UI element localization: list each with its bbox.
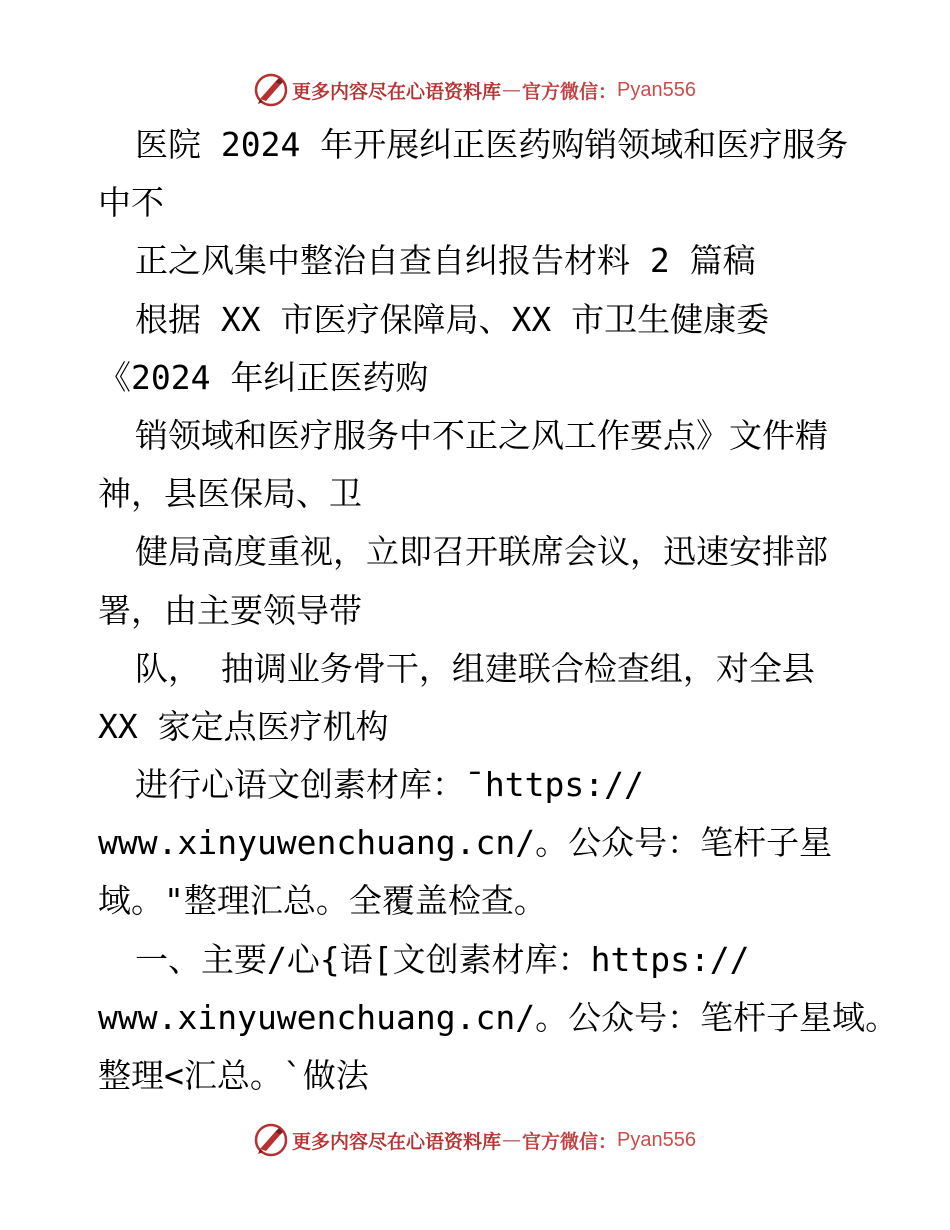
- footer-watermark: [0, 1120, 950, 1160]
- document-line: 健局高度重视，立即召开联席会议，迅速安排部: [135, 532, 828, 572]
- document-line: 医院 2024 年开展纠正医药购销领域和医疗服务: [135, 125, 849, 164]
- document-line: www.xinyuwenchuang.cn/。公众号：笔杆子星域。: [98, 997, 899, 1037]
- document-line: www.xinyuwenchuang.cn/。公众号：笔杆子星: [98, 823, 833, 863]
- watermark-text: 更多内容尽在心语资料库: [292, 80, 502, 103]
- watermark-wechat-label: 官方微信：: [522, 1130, 618, 1153]
- header-watermark: [0, 70, 950, 110]
- document-line: 销领域和医疗服务中不正之风工作要点》文件精: [135, 415, 828, 455]
- watermark-separator: —: [502, 1129, 522, 1151]
- document-line: 整理<汇总。`做法: [98, 1056, 369, 1095]
- pen-logo-icon: [254, 1123, 288, 1157]
- document-line: 《2024 年纠正医药购: [98, 357, 429, 397]
- watermark-wechat-id: Pyan556: [617, 78, 696, 101]
- document-line: 神，县医保局、卫: [98, 474, 362, 514]
- document-line: 队， 抽调业务骨干，组建联合检查组，对全县: [135, 648, 815, 688]
- document-line: 根据 XX 市医疗保障局、XX 市卫生健康委: [135, 299, 770, 339]
- pen-logo-icon: [254, 73, 288, 107]
- watermark-wechat-label: 官方微信：: [522, 80, 618, 103]
- document-line: 一、主要/心{语[文创素材库：https://: [135, 939, 750, 979]
- document-line: 正之风集中整治自查自纠报告材料 2 篇稿: [135, 241, 756, 281]
- watermark-text: 更多内容尽在心语资料库: [292, 1130, 502, 1153]
- watermark-separator: —: [502, 79, 522, 101]
- document-line: 署，由主要领导带: [98, 590, 362, 630]
- document-line: 中不: [98, 183, 164, 223]
- document-body: [98, 116, 899, 1105]
- watermark-wechat-id: Pyan556: [617, 1128, 696, 1151]
- document-line: 域。"整理汇总。全覆盖检查。: [98, 881, 547, 921]
- document-line: 进行心语文创素材库：¯https://: [135, 765, 644, 805]
- document-line: XX 家定点医疗机构: [98, 706, 389, 746]
